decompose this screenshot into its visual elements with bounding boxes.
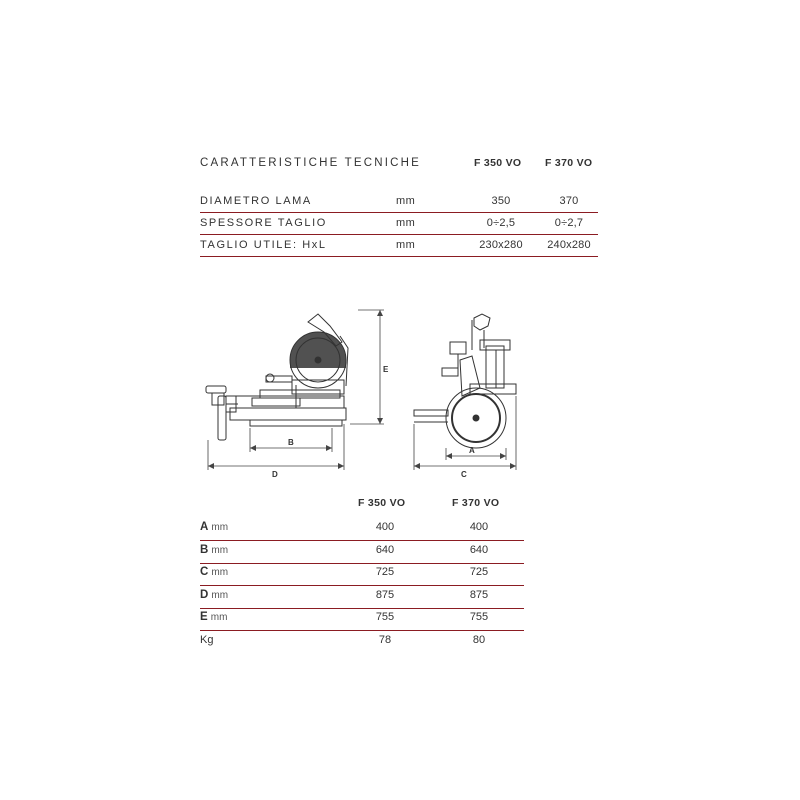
dim-value-1: 640 xyxy=(375,544,395,556)
dim-label-b: B xyxy=(288,438,294,447)
dim-key: A xyxy=(200,521,209,533)
dim-label-a: A xyxy=(469,446,475,455)
dim-value-1: 78 xyxy=(378,634,392,646)
spec-label: TAGLIO UTILE: HxL xyxy=(200,239,327,251)
spec-row-cut-thickness xyxy=(200,212,598,235)
spec-label: DIAMETRO LAMA xyxy=(200,195,312,207)
dim-value-2: 80 xyxy=(472,634,486,646)
dimension-row-a xyxy=(200,517,524,541)
dim-key: B xyxy=(200,544,209,556)
dimensions-header xyxy=(200,497,524,515)
spec-unit: mm xyxy=(396,195,416,207)
dimensions-model-2: F 370 VO xyxy=(452,497,500,509)
dim-unit: mm xyxy=(211,590,229,601)
dim-label-e: E xyxy=(383,365,389,374)
dim-key: C xyxy=(200,566,209,578)
spec-value-1: 0÷2,5 xyxy=(486,217,516,229)
dim-unit: mm xyxy=(211,545,229,556)
dim-value-1: 725 xyxy=(375,566,395,578)
dim-key: D xyxy=(200,589,209,601)
spec-row-blade-diameter xyxy=(200,190,598,213)
dim-value-1: 875 xyxy=(375,589,395,601)
spec-unit: mm xyxy=(396,217,416,229)
dim-unit: mm xyxy=(210,612,228,623)
slicer-side-view xyxy=(206,314,348,440)
dimension-row-b xyxy=(200,540,524,564)
dim-value-1: 400 xyxy=(375,521,395,533)
spec-row-useful-cut xyxy=(200,234,598,257)
spec-unit: mm xyxy=(396,239,416,251)
spec-value-2: 240x280 xyxy=(547,239,591,251)
specs-header xyxy=(200,157,598,175)
dim-label-d: D xyxy=(272,470,278,479)
dim-value-2: 725 xyxy=(469,566,489,578)
dim-unit: mm xyxy=(211,522,229,533)
dim-unit: mm xyxy=(211,567,229,578)
specs-model-2: F 370 VO xyxy=(545,157,593,169)
spec-value-2: 370 xyxy=(559,195,579,207)
dim-value-2: 400 xyxy=(469,521,489,533)
dim-unit: Kg xyxy=(200,634,214,646)
dimension-row-d xyxy=(200,585,524,609)
dimension-row-c xyxy=(200,562,524,586)
dimensions-model-1: F 350 VO xyxy=(358,497,406,509)
slicer-front-view xyxy=(414,314,516,448)
dimension-row-e xyxy=(200,607,524,631)
dim-value-1: 755 xyxy=(375,611,395,623)
spec-value-1: 350 xyxy=(491,195,511,207)
spec-label: SPESSORE TAGLIO xyxy=(200,217,327,229)
dim-key: E xyxy=(200,611,208,623)
specs-title: CARATTERISTICHE TECNICHE xyxy=(200,157,422,169)
dim-value-2: 640 xyxy=(469,544,489,556)
dim-label-c: C xyxy=(461,470,467,479)
dim-value-2: 755 xyxy=(469,611,489,623)
spec-value-2: 0÷2,7 xyxy=(554,217,584,229)
dim-value-2: 875 xyxy=(469,589,489,601)
slicer-dimension-drawing xyxy=(200,300,540,485)
spec-value-1: 230x280 xyxy=(479,239,523,251)
specs-model-1: F 350 VO xyxy=(474,157,522,169)
dimension-row-weight xyxy=(200,630,524,653)
